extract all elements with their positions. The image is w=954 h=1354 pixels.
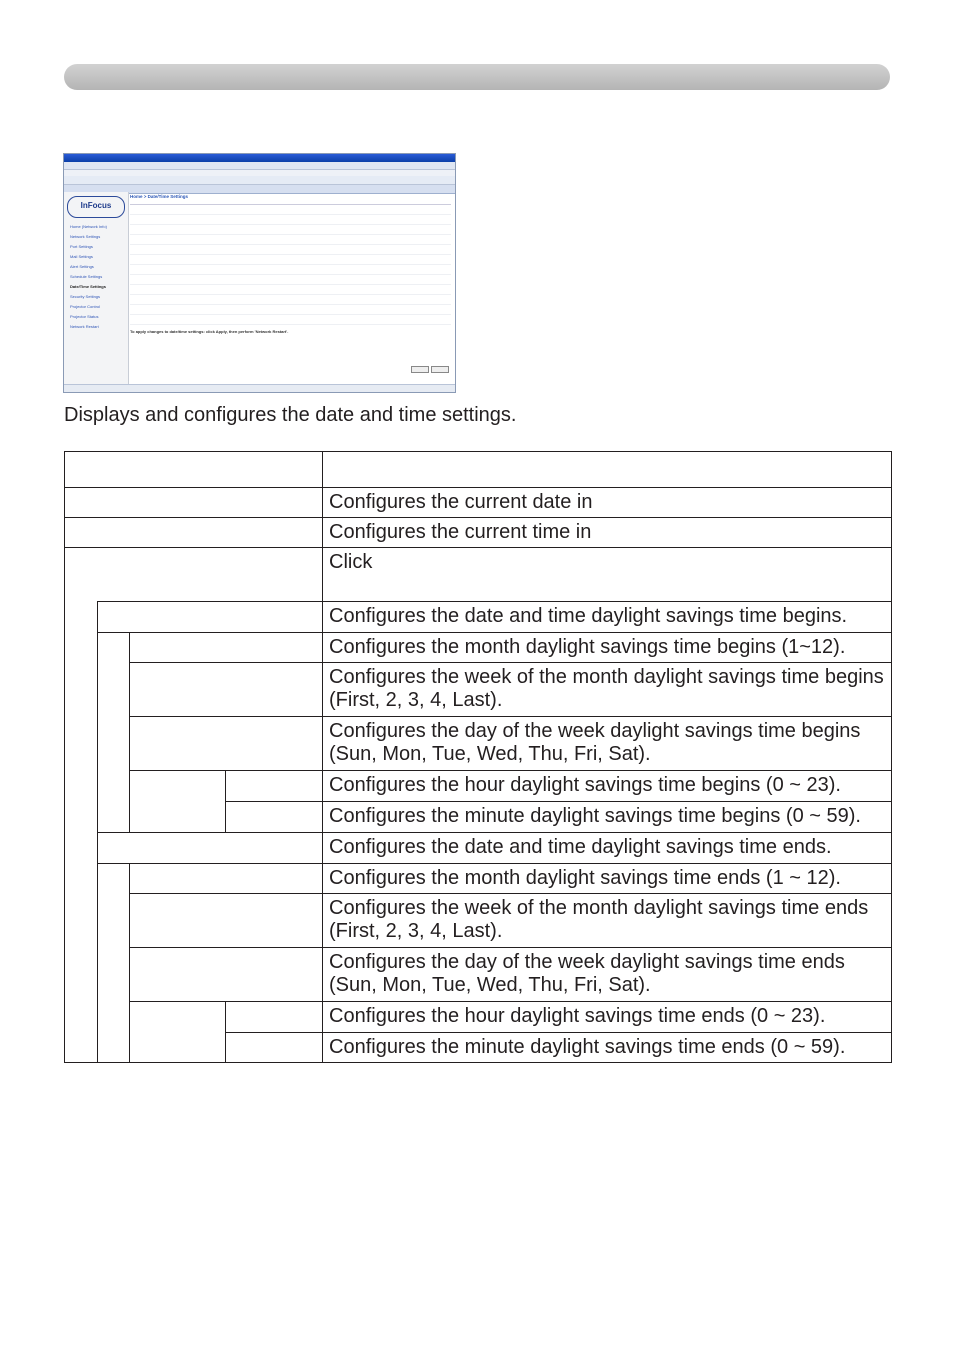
table-row — [65, 488, 892, 518]
header-item-cell — [65, 452, 323, 488]
table-row — [65, 717, 892, 771]
status-bar — [64, 384, 455, 392]
sidebar-item-home[interactable]: Home (Network Info) — [70, 224, 107, 229]
sidebar-item-projector-control[interactable]: Projector Control — [70, 304, 101, 309]
section-header-bar — [64, 64, 890, 90]
table-row — [65, 548, 892, 602]
table-row — [65, 833, 892, 864]
sidebar-item-projector-status[interactable]: Projector Status — [70, 314, 99, 319]
table-row — [65, 602, 892, 633]
row-desc: Configures the minute daylight savings time ends (0 ~ 59). — [323, 1033, 892, 1063]
sidebar-item-security[interactable]: Security Settings — [70, 294, 101, 299]
row-desc: Configures the current date in — [323, 488, 892, 518]
settings-table — [64, 451, 892, 1063]
sidebar-item-datetime[interactable]: Date/Time Settings — [70, 284, 106, 289]
table-row — [65, 864, 892, 894]
header-description-cell — [323, 452, 892, 488]
row-desc: Configures the day of the week daylight savings time ends (Sun, Mon, Tue, Wed, Thu, Fri, Sat). — [323, 948, 892, 1002]
form-buttons — [409, 366, 449, 374]
table-header-row — [65, 452, 892, 488]
table-row — [65, 633, 892, 663]
row-desc: Configures the month daylight savings time ends (1 ~ 12). — [323, 864, 892, 894]
row-desc: Configures the date and time daylight savings time begins. — [323, 602, 892, 633]
apply-note: To apply changes to date/time settings: click Apply, then perform 'Network Restart'. — [130, 329, 289, 334]
toolbar — [64, 176, 455, 185]
apply-button[interactable] — [411, 366, 429, 373]
row-desc: Click — [323, 548, 892, 602]
sidebar-item-alert[interactable]: Alert Settings — [70, 264, 94, 269]
table-row — [65, 663, 892, 717]
row-desc: Configures the week of the month daylight savings time ends (First, 2, 3, 4, Last). — [323, 894, 892, 948]
row-desc: Configures the date and time daylight savings time ends. — [323, 833, 892, 864]
infocus-logo: InFocus — [67, 196, 125, 218]
row-desc: Configures the month daylight savings time begins (1~12). — [323, 633, 892, 663]
intro-text: Displays and configures the date and time settings. — [64, 404, 517, 426]
row-desc: Configures the week of the month daylight savings time begins (First, 2, 3, 4, Last). — [323, 663, 892, 717]
table-row — [65, 894, 892, 948]
window-titlebar — [64, 154, 455, 162]
settings-panel — [130, 194, 451, 382]
row-desc: Configures the minute daylight savings time begins (0 ~ 59). — [323, 802, 892, 833]
row-desc: Configures the day of the week daylight savings time begins (Sun, Mon, Tue, Wed, Thu, Fri, Sat). — [323, 717, 892, 771]
table-row — [65, 518, 892, 548]
browser-screenshot — [63, 153, 456, 393]
row-desc: Configures the hour daylight savings time ends (0 ~ 23). — [323, 1002, 892, 1033]
row-desc: Configures the hour daylight savings time begins (0 ~ 23). — [323, 771, 892, 802]
sidebar-item-mail[interactable]: Mail Settings — [70, 254, 93, 259]
sidebar — [64, 192, 129, 384]
row-desc: Configures the current time in — [323, 518, 892, 548]
sidebar-item-network[interactable]: Network Settings — [70, 234, 101, 239]
table-row — [65, 1002, 892, 1033]
breadcrumb: Home > Date/Time Settings — [130, 194, 451, 205]
sidebar-item-schedule[interactable]: Schedule Settings — [70, 274, 103, 279]
table-row — [65, 771, 892, 802]
table-row — [65, 948, 892, 1002]
reset-button[interactable] — [431, 366, 449, 373]
sidebar-item-port[interactable]: Port Settings — [70, 244, 93, 249]
sidebar-item-network-restart[interactable]: Network Restart — [70, 324, 99, 329]
address-bar — [64, 162, 455, 170]
